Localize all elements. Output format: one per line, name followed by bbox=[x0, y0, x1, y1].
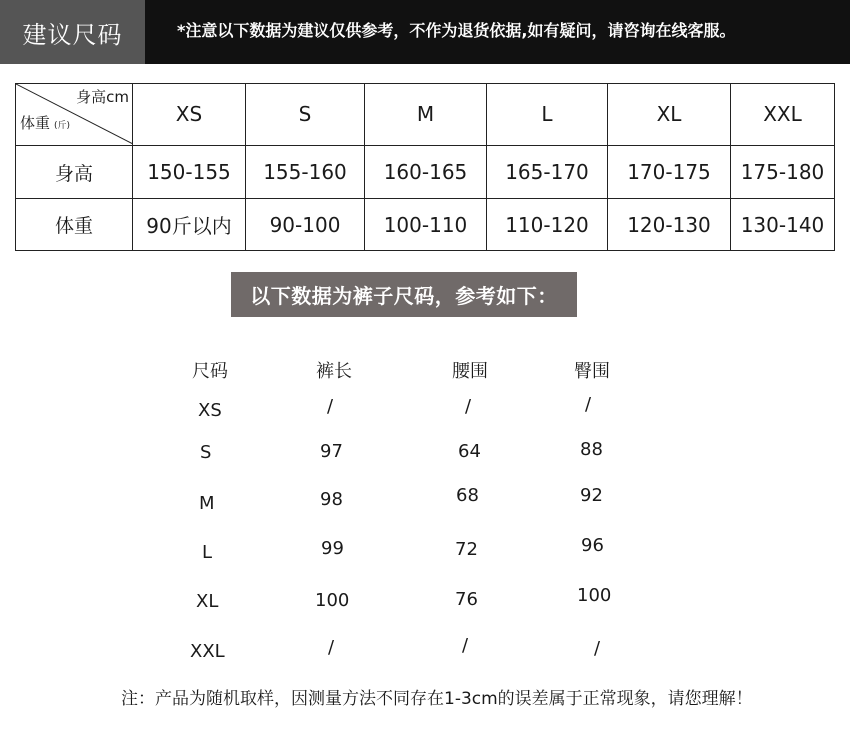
size-header-xl: XL bbox=[608, 84, 731, 146]
pants-hip-s: 88 bbox=[580, 439, 603, 460]
size-header-m: M bbox=[365, 84, 487, 146]
pants-header-length: 裤长 bbox=[316, 361, 352, 382]
pants-hip-m: 92 bbox=[580, 485, 603, 506]
pants-size-m: M bbox=[199, 493, 215, 514]
table-cell: 100-110 bbox=[365, 199, 487, 251]
pants-header-size: 尺码 bbox=[192, 361, 228, 382]
row-label-height: 身高 bbox=[16, 145, 133, 199]
pants-hip-xxl: / bbox=[594, 638, 601, 659]
pants-size-xl: XL bbox=[196, 591, 219, 612]
pants-section-banner: 以下数据为裤子尺码，参考如下： bbox=[231, 272, 577, 317]
pants-length-xxl: / bbox=[328, 637, 335, 658]
pants-size-xxl: XXL bbox=[190, 641, 225, 662]
page-title: 建议尺码 bbox=[22, 20, 123, 49]
corner-weight-label: 体重 (斤) bbox=[20, 113, 71, 132]
pants-size-s: S bbox=[200, 442, 212, 463]
size-header-xs: XS bbox=[133, 84, 246, 146]
size-header-s: S bbox=[246, 84, 365, 146]
notice-text: *注意以下数据为建议仅供参考，不作为退货依据,如有疑问，请咨询在线客服。 bbox=[177, 21, 736, 40]
corner-height-label: 身高cm bbox=[76, 88, 129, 106]
footnote-text: 注：产品为随机取样，因测量方法不同存在1-3cm的误差属于正常现象，请您理解！ bbox=[121, 689, 753, 709]
pants-size-xs: XS bbox=[198, 400, 222, 421]
pants-length-xl: 100 bbox=[315, 590, 350, 611]
size-header-l: L bbox=[487, 84, 608, 146]
pants-hip-xl: 100 bbox=[577, 585, 612, 606]
pants-waist-xl: 76 bbox=[455, 589, 478, 610]
size-header-xxl: XXL bbox=[731, 84, 835, 146]
pants-waist-xs: / bbox=[465, 396, 472, 417]
table-cell: 170-175 bbox=[608, 145, 731, 199]
size-recommendation-table bbox=[15, 83, 835, 251]
table-cell: 90斤以内 bbox=[133, 199, 246, 251]
table-row-height bbox=[16, 145, 835, 199]
pants-header-hip: 臀围 bbox=[574, 361, 610, 382]
top-bar bbox=[0, 0, 850, 64]
pants-length-s: 97 bbox=[320, 441, 343, 462]
table-header-row bbox=[16, 84, 835, 146]
corner-cell bbox=[16, 84, 133, 146]
table-cell: 165-170 bbox=[487, 145, 608, 199]
pants-waist-m: 68 bbox=[456, 485, 479, 506]
pants-waist-s: 64 bbox=[458, 441, 481, 462]
pants-length-m: 98 bbox=[320, 489, 343, 510]
corner-unit-label: (斤) bbox=[54, 120, 71, 131]
table-cell: 175-180 bbox=[731, 145, 835, 199]
pants-length-l: 99 bbox=[321, 538, 344, 559]
title-block bbox=[0, 0, 145, 64]
row-label-weight: 体重 bbox=[16, 199, 133, 251]
pants-header-waist: 腰围 bbox=[452, 361, 488, 382]
table-row-weight bbox=[16, 199, 835, 251]
table-cell: 90-100 bbox=[246, 199, 365, 251]
pants-waist-l: 72 bbox=[455, 539, 478, 560]
pants-size-l: L bbox=[202, 542, 213, 563]
pants-hip-l: 96 bbox=[581, 535, 604, 556]
table-cell: 155-160 bbox=[246, 145, 365, 199]
table-cell: 120-130 bbox=[608, 199, 731, 251]
table-cell: 110-120 bbox=[487, 199, 608, 251]
pants-length-xs: / bbox=[327, 396, 334, 417]
table-cell: 150-155 bbox=[133, 145, 246, 199]
pants-hip-xs: / bbox=[585, 394, 592, 415]
pants-waist-xxl: / bbox=[462, 635, 469, 656]
table-cell: 160-165 bbox=[365, 145, 487, 199]
table-cell: 130-140 bbox=[731, 199, 835, 251]
